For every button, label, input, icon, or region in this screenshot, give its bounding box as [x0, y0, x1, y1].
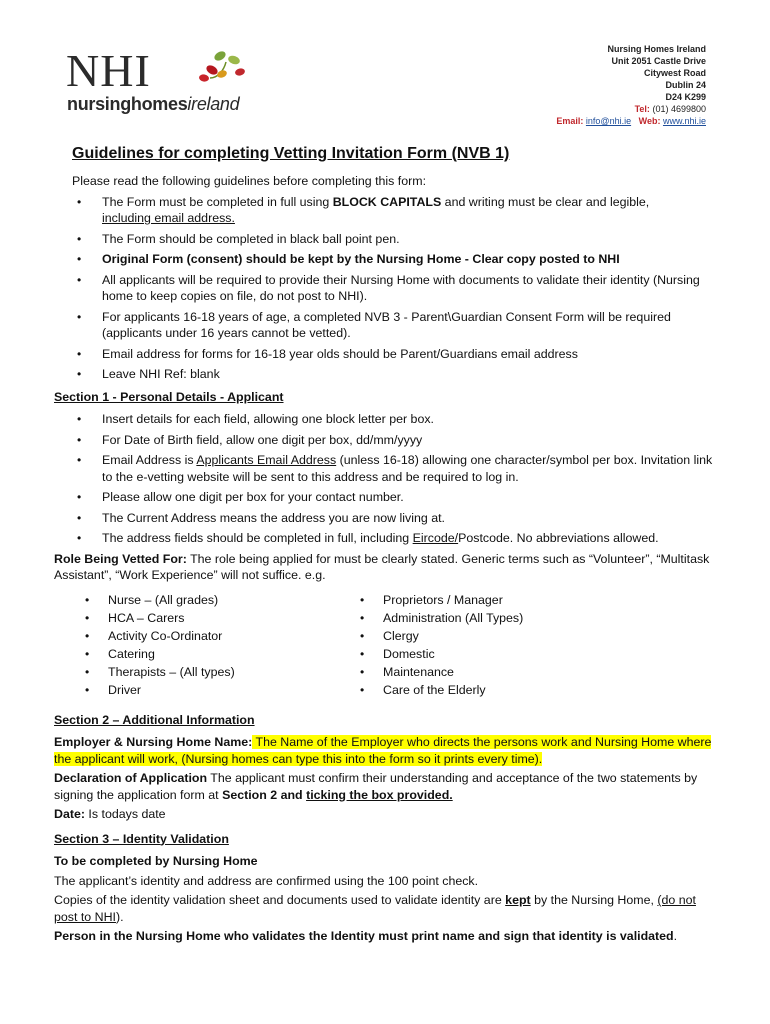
list-item: • Driver	[54, 682, 329, 699]
role-examples	[54, 592, 714, 700]
email-link[interactable]: info@nhi.ie	[585, 116, 632, 126]
list-item: • Clergy	[329, 628, 604, 645]
role-paragraph: Role Being Vetted For: The role being applied for must be clearly stated. Generic terms such as “Volunteer”, “Multitask Assistant”, “Work Experience” will not suffice. e.g.	[54, 551, 710, 582]
list-item: • Email address for forms for 16-18 year olds should be Parent/Guardians email address	[54, 346, 714, 363]
section3-heading: Section 3 – Identity Validation	[54, 831, 229, 846]
section3-p2: Copies of the identity validation sheet and documents used to validate identity are kept by the Nursing Home, (do not post to NHI).	[54, 893, 696, 924]
declaration-paragraph: Declaration of Application The applicant must confirm their understanding and acceptance of the two statements by signing the application form at Section 2 and ticking the box provided.	[54, 771, 698, 802]
list-item: • Proprietors / Manager	[329, 592, 604, 609]
logo-abbr: NHI	[66, 45, 151, 96]
role-list-left	[54, 592, 329, 700]
section1-list	[54, 411, 714, 547]
intro-text: Please read the following guidelines before completing this form:	[72, 174, 427, 188]
list-item: • Administration (All Types)	[329, 610, 604, 627]
list-item: • Insert details for each field, allowing one block letter per box.	[54, 411, 714, 428]
list-item: • Catering	[54, 646, 329, 663]
list-item: • Therapists – (All types)	[54, 664, 329, 681]
list-item: • The Form should be completed in black ball point pen.	[54, 231, 714, 248]
nhi-logo	[66, 45, 266, 118]
logo-wordmark: nursinghomesireland	[67, 94, 240, 114]
list-item: • Original Form (consent) should be kept by the Nursing Home - Clear copy posted to NHI	[54, 251, 714, 268]
list-item: • Maintenance	[329, 664, 604, 681]
section3-subheading: To be completed by Nursing Home	[54, 854, 258, 868]
list-item: • Nurse – (All grades)	[54, 592, 329, 609]
list-item: • For applicants 16-18 years of age, a completed NVB 3 - Parent\Guardian Consent Form will be required (applicants under 16 years cannot be vetted).	[54, 309, 714, 342]
list-item: • The Current Address means the address you are now living at.	[54, 510, 714, 527]
page-title: Guidelines for completing Vetting Invitation Form (NVB 1)	[72, 145, 510, 162]
section2-heading: Section 2 – Additional Information	[54, 712, 255, 727]
list-item: • The Form must be completed in full using BLOCK CAPITALS and writing must be clear and legible, including email address.	[54, 194, 714, 227]
list-item: • Domestic	[329, 646, 604, 663]
list-item: • For Date of Birth field, allow one digit per box, dd/mm/yyyy	[54, 432, 714, 449]
list-item: • HCA – Carers	[54, 610, 329, 627]
date-paragraph: Date: Is todays date	[54, 807, 166, 821]
list-item: • Leave NHI Ref: blank	[54, 366, 714, 383]
guidelines-body	[54, 144, 714, 948]
role-list-right	[329, 592, 604, 700]
list-item: • Activity Co-Ordinator	[54, 628, 329, 645]
section3-p1: The applicant’s identity and address are confirmed using the 100 point check.	[54, 873, 479, 888]
list-item: • All applicants will be required to provide their Nursing Home with documents to validate their identity (Nursing home to keep copies on file, do not post to NHI).	[54, 272, 714, 305]
list-item: • Please allow one digit per box for your contact number.	[54, 489, 714, 506]
list-item: • Care of the Elderly	[329, 682, 604, 699]
list-item: • Email Address is Applicants Email Address (unless 16-18) allowing one character/symbol per box. Invitation link to the e-vetting website will be sent to this address and be required to log in.	[54, 452, 714, 485]
leaves-icon	[190, 48, 250, 98]
section3-p3: Person in the Nursing Home who validates the Identity must print name and sign that identity is validated.	[54, 929, 678, 943]
employer-paragraph: Employer & Nursing Home Name: The Name of the Employer who directs the persons work and Nursing Home where the applicant will work, (Nursing homes can type this into the form so it prints every time).	[54, 735, 712, 766]
general-guidelines-list	[54, 194, 714, 383]
list-item: • The address fields should be completed in full, including Eircode/Postcode. No abbreviations allowed.	[54, 530, 714, 547]
contact-address: Nursing Homes Ireland Unit 2051 Castle Drive Citywest Road Dublin 24 D24 K299 Tel: (01) 4699800 Email: info@nhi.ie Web: www.nhi.ie	[556, 44, 706, 126]
web-link[interactable]: www.nhi.ie	[662, 116, 706, 126]
section1-heading: Section 1 - Personal Details - Applicant	[54, 389, 284, 404]
